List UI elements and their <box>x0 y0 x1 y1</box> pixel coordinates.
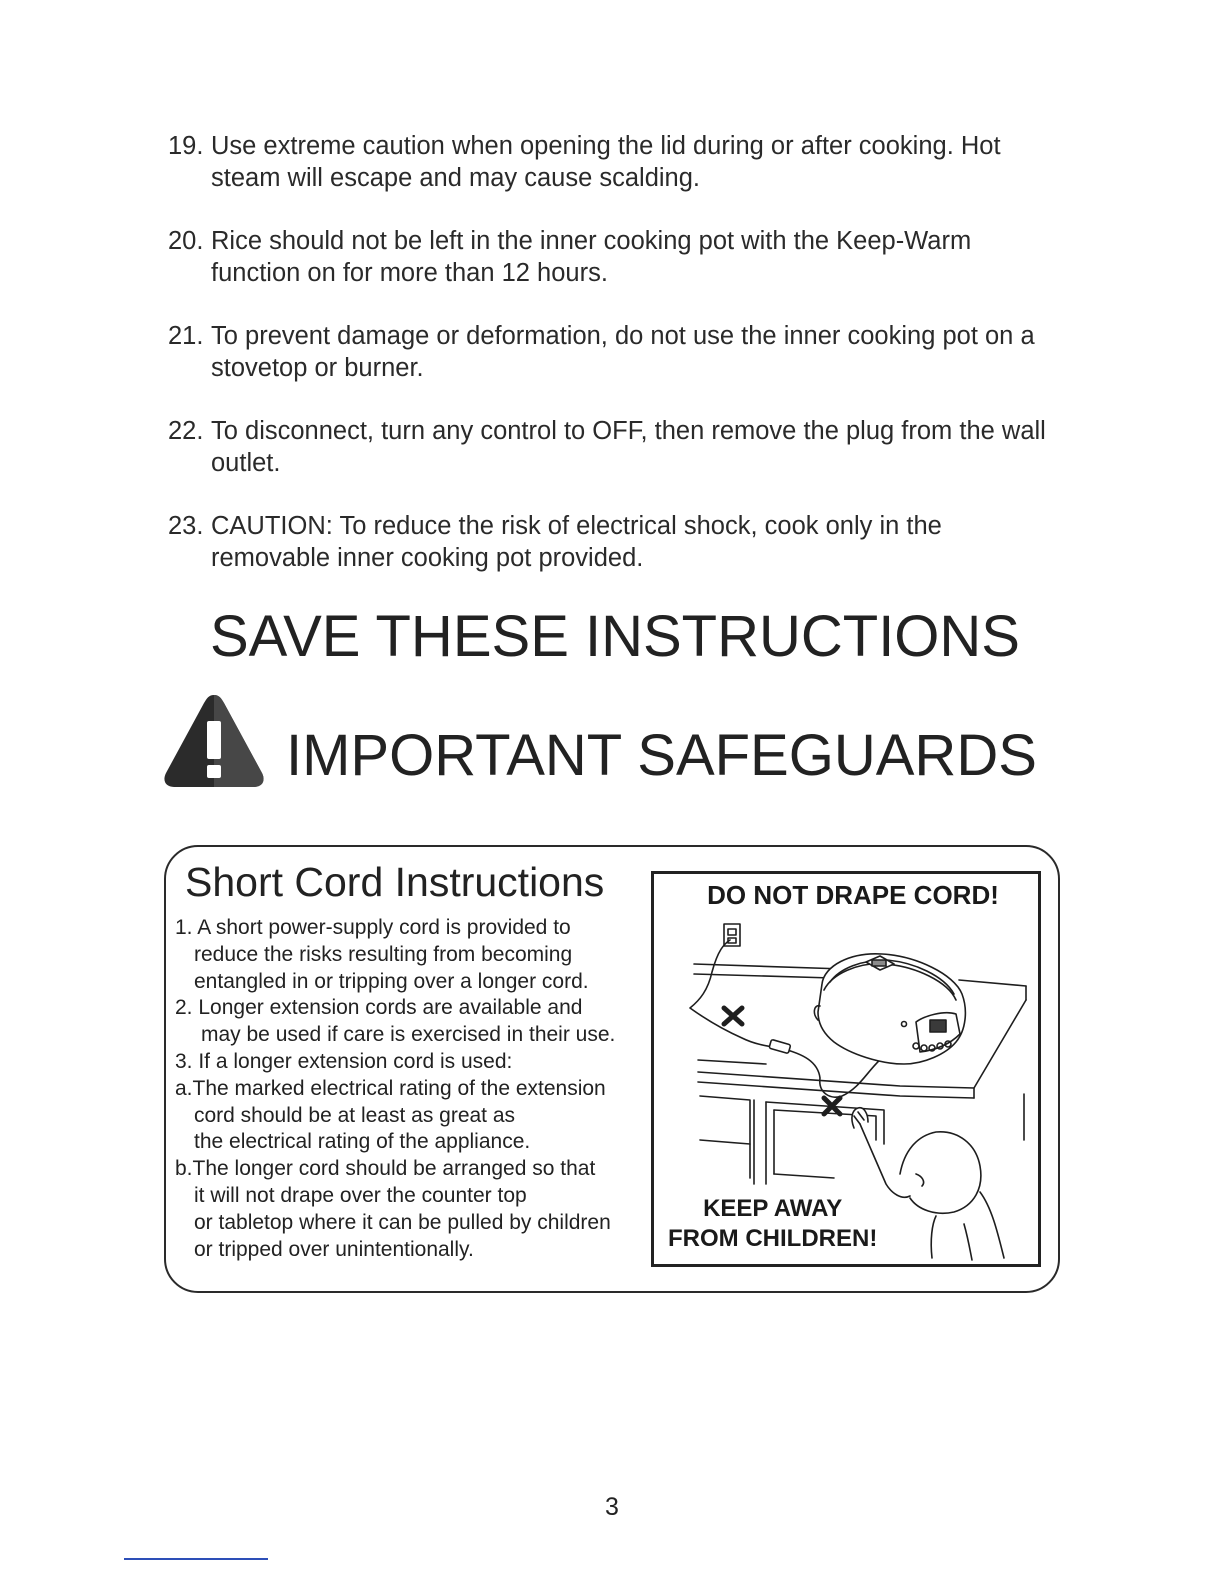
cord-line: b.The longer cord should be arranged so that <box>175 1157 596 1181</box>
cord-line: 1. A short power-supply cord is provided to <box>175 916 571 939</box>
instruction-item <box>168 225 1088 289</box>
instruction-item <box>168 510 1088 574</box>
save-instructions-heading: SAVE THESE INSTRUCTIONS <box>210 604 1020 669</box>
item-number: 21. <box>168 322 204 350</box>
keep-away-label: KEEP AWAY FROM CHILDREN! <box>668 1195 878 1252</box>
safety-instructions-list <box>168 130 1088 605</box>
cord-line: cord should be at least as great as <box>194 1103 516 1127</box>
cord-line: reduce the risks resulting from becoming <box>194 942 573 966</box>
instruction-item <box>168 320 1088 384</box>
cord-line: or tripped over unintentionally. <box>194 1237 474 1261</box>
footer-divider <box>124 1558 268 1560</box>
item-text: To prevent damage or deformation, do not use the inner cooking pot on a stovetop or burner. <box>211 322 1035 382</box>
cord-line: entangled in or tripping over a longer cord. <box>194 969 589 993</box>
item-number: 23. <box>168 512 204 540</box>
important-safeguards-heading: IMPORTANT SAFEGUARDS <box>286 723 1037 788</box>
item-number: 20. <box>168 227 204 255</box>
item-text: Use extreme caution when opening the lid during or after cooking. Hot steam will escape and may cause scalding. <box>211 132 1001 192</box>
item-text: Rice should not be left in the inner cooking pot with the Keep-Warm function on for more than 12 hours. <box>211 227 972 287</box>
instruction-item <box>168 415 1088 479</box>
instruction-item <box>168 130 1088 194</box>
warning-triangle-icon <box>158 683 270 795</box>
cord-line: the electrical rating of the appliance. <box>194 1130 531 1154</box>
item-text: CAUTION: To reduce the risk of electrical shock, cook only in the removable inner cooking pot provided. <box>211 512 942 572</box>
cord-line: or tabletop where it can be pulled by children <box>194 1210 611 1234</box>
item-number: 22. <box>168 417 204 445</box>
short-cord-title: Short Cord Instructions <box>185 859 605 905</box>
cord-line: 2. Longer extension cords are available and <box>175 996 583 1020</box>
item-text: To disconnect, turn any control to OFF, then remove the plug from the wall outlet. <box>211 417 1046 477</box>
item-number: 19. <box>168 132 204 160</box>
cord-line: it will not drape over the counter top <box>194 1183 527 1207</box>
cord-line: 3. If a longer extension cord is used: <box>175 1049 513 1073</box>
short-cord-list <box>175 915 645 1263</box>
do-not-drape-illustration <box>651 871 1041 1267</box>
cord-line: a.The marked electrical rating of the extension <box>175 1076 606 1100</box>
cord-line: may be used if care is exercised in their use. <box>201 1023 616 1047</box>
page-number: 3 <box>605 1493 619 1521</box>
do-not-drape-label: DO NOT DRAPE CORD! <box>707 880 999 910</box>
